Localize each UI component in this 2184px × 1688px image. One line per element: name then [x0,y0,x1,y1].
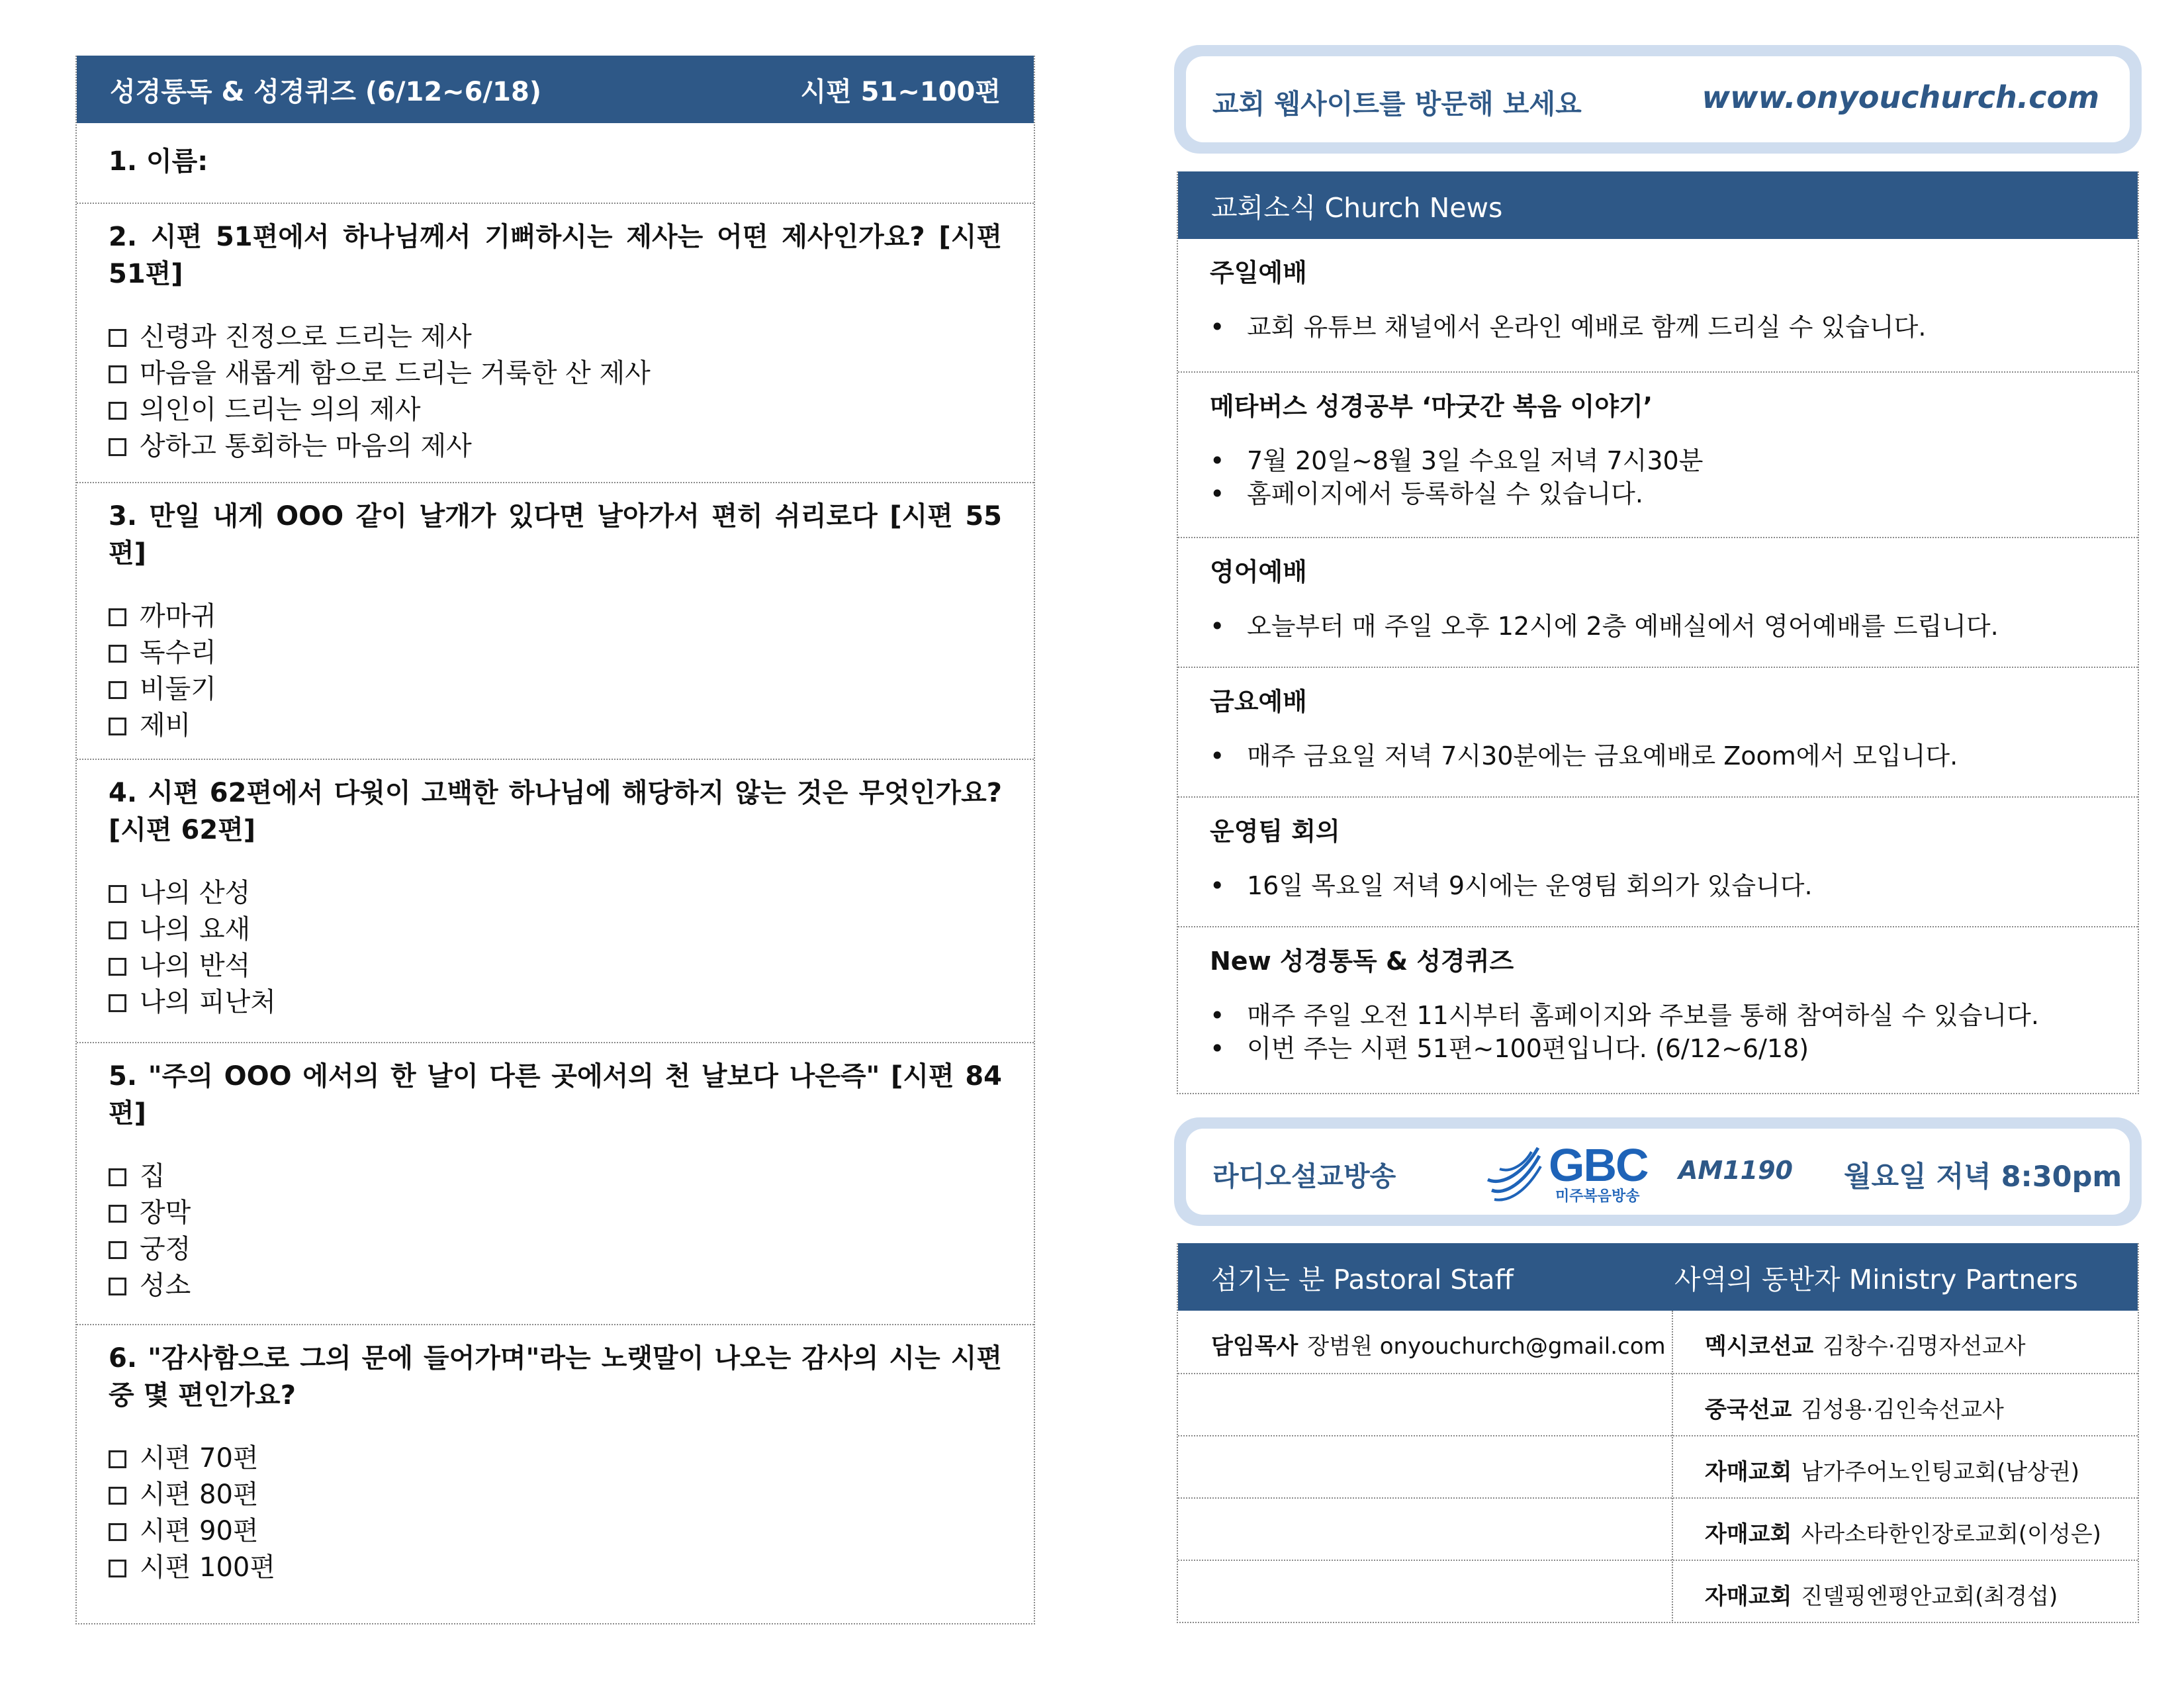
staff-panel [1177,1243,2139,1623]
checkbox[interactable] [109,921,126,939]
quiz-range: 시편 51~100편 [800,76,1001,107]
news-section [1178,537,2138,667]
checkbox[interactable] [109,1168,126,1186]
option[interactable]: 시편 70편 [109,1440,1002,1477]
globe-icon [1485,1143,1545,1203]
radio-label: 라디오설교방송 [1212,1160,1396,1192]
option[interactable]: 시편 100편 [109,1550,1002,1586]
news-section [1178,796,2138,926]
option[interactable]: 신령과 진정으로 드리는 제사 [109,319,1002,355]
checkbox[interactable] [109,645,126,663]
staff-header [1178,1243,2138,1311]
radio-frequency: AM1190 [1678,1156,1793,1185]
question-text: 6. "감사함으로 그의 문에 들어가며"라는 노랫말이 나오는 감사의 시는 시편 중 몇 편인가요? [109,1343,1002,1411]
bible-quiz-panel [75,56,1035,1624]
website-link[interactable]: www.onyouchurch.com [1702,79,2099,115]
church-news-panel [1177,171,2139,1094]
option[interactable]: 상하고 통회하는 마음의 제사 [109,428,1002,465]
news-section [1178,239,2138,371]
option[interactable]: 나의 산성 [109,875,1002,912]
news-section-title: 운영팀 회의 [1210,817,1340,846]
website-label: 교회 웹사이트를 방문해 보세요 [1212,88,1582,120]
staff-row [1178,1311,2138,1373]
checkbox[interactable] [109,994,126,1012]
news-header: 교회소식 Church News [1178,171,2138,239]
staff-row [1178,1373,2138,1436]
quiz-header [77,56,1034,123]
news-item: • 교회 유튜브 채널에서 온라인 예배로 함께 드리실 수 있습니다. [1210,310,2138,344]
pastoral-staff-heading: 섬기는 분 Pastoral Staff [1211,1263,1514,1295]
news-section [1178,926,2138,1094]
news-section-title: 메타버스 성경공부 ‘마굿간 복음 이야기’ [1210,392,1653,421]
pastor-cell: 담임목사 장범원 onyouchurch@gmail.com [1211,1333,1666,1360]
partner-cell: 멕시코선교 김창수·김명자선교사 [1705,1333,2026,1360]
option[interactable]: 나의 요새 [109,912,1002,948]
news-item: • 이번 주는 시편 51편~100편입니다. (6/12~6/18) [1210,1032,2138,1065]
option[interactable]: 의인이 드리는 의의 제사 [109,392,1002,428]
question-text: 2. 시편 51편에서 하나님께서 기뻐하시는 제사는 어떤 제사인가요? [시편 51편] [109,222,1002,289]
checkbox[interactable] [109,885,126,903]
quiz-title: 성경통독 & 성경퀴즈 (6/12~6/18) [110,76,542,107]
staff-row [1178,1497,2138,1561]
option[interactable]: 성소 [109,1268,1002,1304]
gbc-logo [1485,1139,1657,1205]
question-text: 3. 만일 내게 OOO 같이 날개가 있다면 날아가서 편히 쉬리로다 [시편 55편] [109,501,1002,569]
name-label: 1. 이름: [109,146,208,177]
staff-row [1178,1560,2138,1624]
partner-cell: 중국선교 김성용·김인숙선교사 [1705,1397,2004,1423]
radio-time: 월요일 저녁 8:30pm [1844,1160,2122,1194]
question-4 [77,759,1034,1042]
news-section-title: 영어예배 [1210,557,1307,586]
ministry-partners-heading: 사역의 동반자 Ministry Partners [1674,1263,2078,1295]
website-banner [1174,45,2142,154]
checkbox[interactable] [109,329,126,347]
option[interactable]: 제비 [109,708,1002,744]
option[interactable]: 나의 피난처 [109,984,1002,1021]
gbc-logo-subtitle: 미주복음방송 [1555,1188,1640,1205]
news-section-title: 금요예배 [1210,687,1307,716]
question-2 [77,203,1034,482]
checkbox[interactable] [109,365,126,383]
checkbox[interactable] [109,1450,126,1468]
option[interactable]: 까마귀 [109,598,1002,635]
checkbox[interactable] [109,438,126,456]
question-text: 5. "주의 OOO 에서의 한 날이 다른 곳에서의 천 날보다 나은즉" [시편 84편] [109,1061,1002,1129]
option[interactable]: 시편 90편 [109,1513,1002,1550]
option[interactable]: 독수리 [109,635,1002,671]
gbc-logo-text: GBC [1549,1139,1648,1191]
option[interactable]: 집 [109,1158,1002,1195]
checkbox[interactable] [109,958,126,976]
checkbox[interactable] [109,1560,126,1577]
checkbox[interactable] [109,681,126,699]
checkbox[interactable] [109,1523,126,1541]
news-item: • 오늘부터 매 주일 오후 12시에 2층 예배실에서 영어예배를 드립니다. [1210,610,2138,643]
news-section [1178,667,2138,796]
question-6 [77,1324,1034,1624]
option[interactable]: 장막 [109,1195,1002,1231]
option[interactable]: 비둘기 [109,671,1002,708]
option[interactable]: 마음을 새롭게 함으로 드리는 거룩한 산 제사 [109,355,1002,392]
option[interactable]: 시편 80편 [109,1477,1002,1513]
option[interactable]: 나의 반석 [109,948,1002,984]
news-section-title: New 성경통독 & 성경퀴즈 [1210,947,1514,976]
staff-row [1178,1435,2138,1499]
checkbox[interactable] [109,1205,126,1223]
partner-cell: 자매교회 사라소타한인장로교회(이성은) [1705,1521,2101,1548]
checkbox[interactable] [109,1241,126,1259]
option[interactable]: 궁정 [109,1231,1002,1268]
checkbox[interactable] [109,718,126,735]
news-item: • 매주 금요일 저녁 7시30분에는 금요예배로 Zoom에서 모입니다. [1210,739,2138,773]
checkbox[interactable] [109,402,126,420]
news-item: • 매주 주일 오전 11시부터 홈페이지와 주보를 통해 참여하실 수 있습니다. [1210,999,2138,1032]
partner-cell: 자매교회 남가주어노인팅교회(남상권) [1705,1459,2080,1485]
news-item: • 7월 20일~8월 3일 수요일 저녁 7시30분 [1210,444,2138,477]
question-text: 4. 시편 62편에서 다윗이 고백한 하나님에 해당하지 않는 것은 무엇인가요? [시편 62편] [109,778,1002,845]
news-section [1178,371,2138,537]
partner-cell: 자매교회 진델핑엔평안교회(최경섭) [1705,1583,2058,1610]
name-field-row[interactable] [77,123,1034,203]
checkbox[interactable] [109,608,126,626]
news-item: • 16일 목요일 저녁 9시에는 운영팀 회의가 있습니다. [1210,869,2138,902]
checkbox[interactable] [109,1278,126,1295]
news-section-title: 주일예배 [1210,258,1307,287]
radio-banner [1174,1117,2142,1226]
checkbox[interactable] [109,1487,126,1505]
news-item: • 홈페이지에서 등록하실 수 있습니다. [1210,477,2138,510]
question-3 [77,482,1034,759]
question-5 [77,1042,1034,1324]
